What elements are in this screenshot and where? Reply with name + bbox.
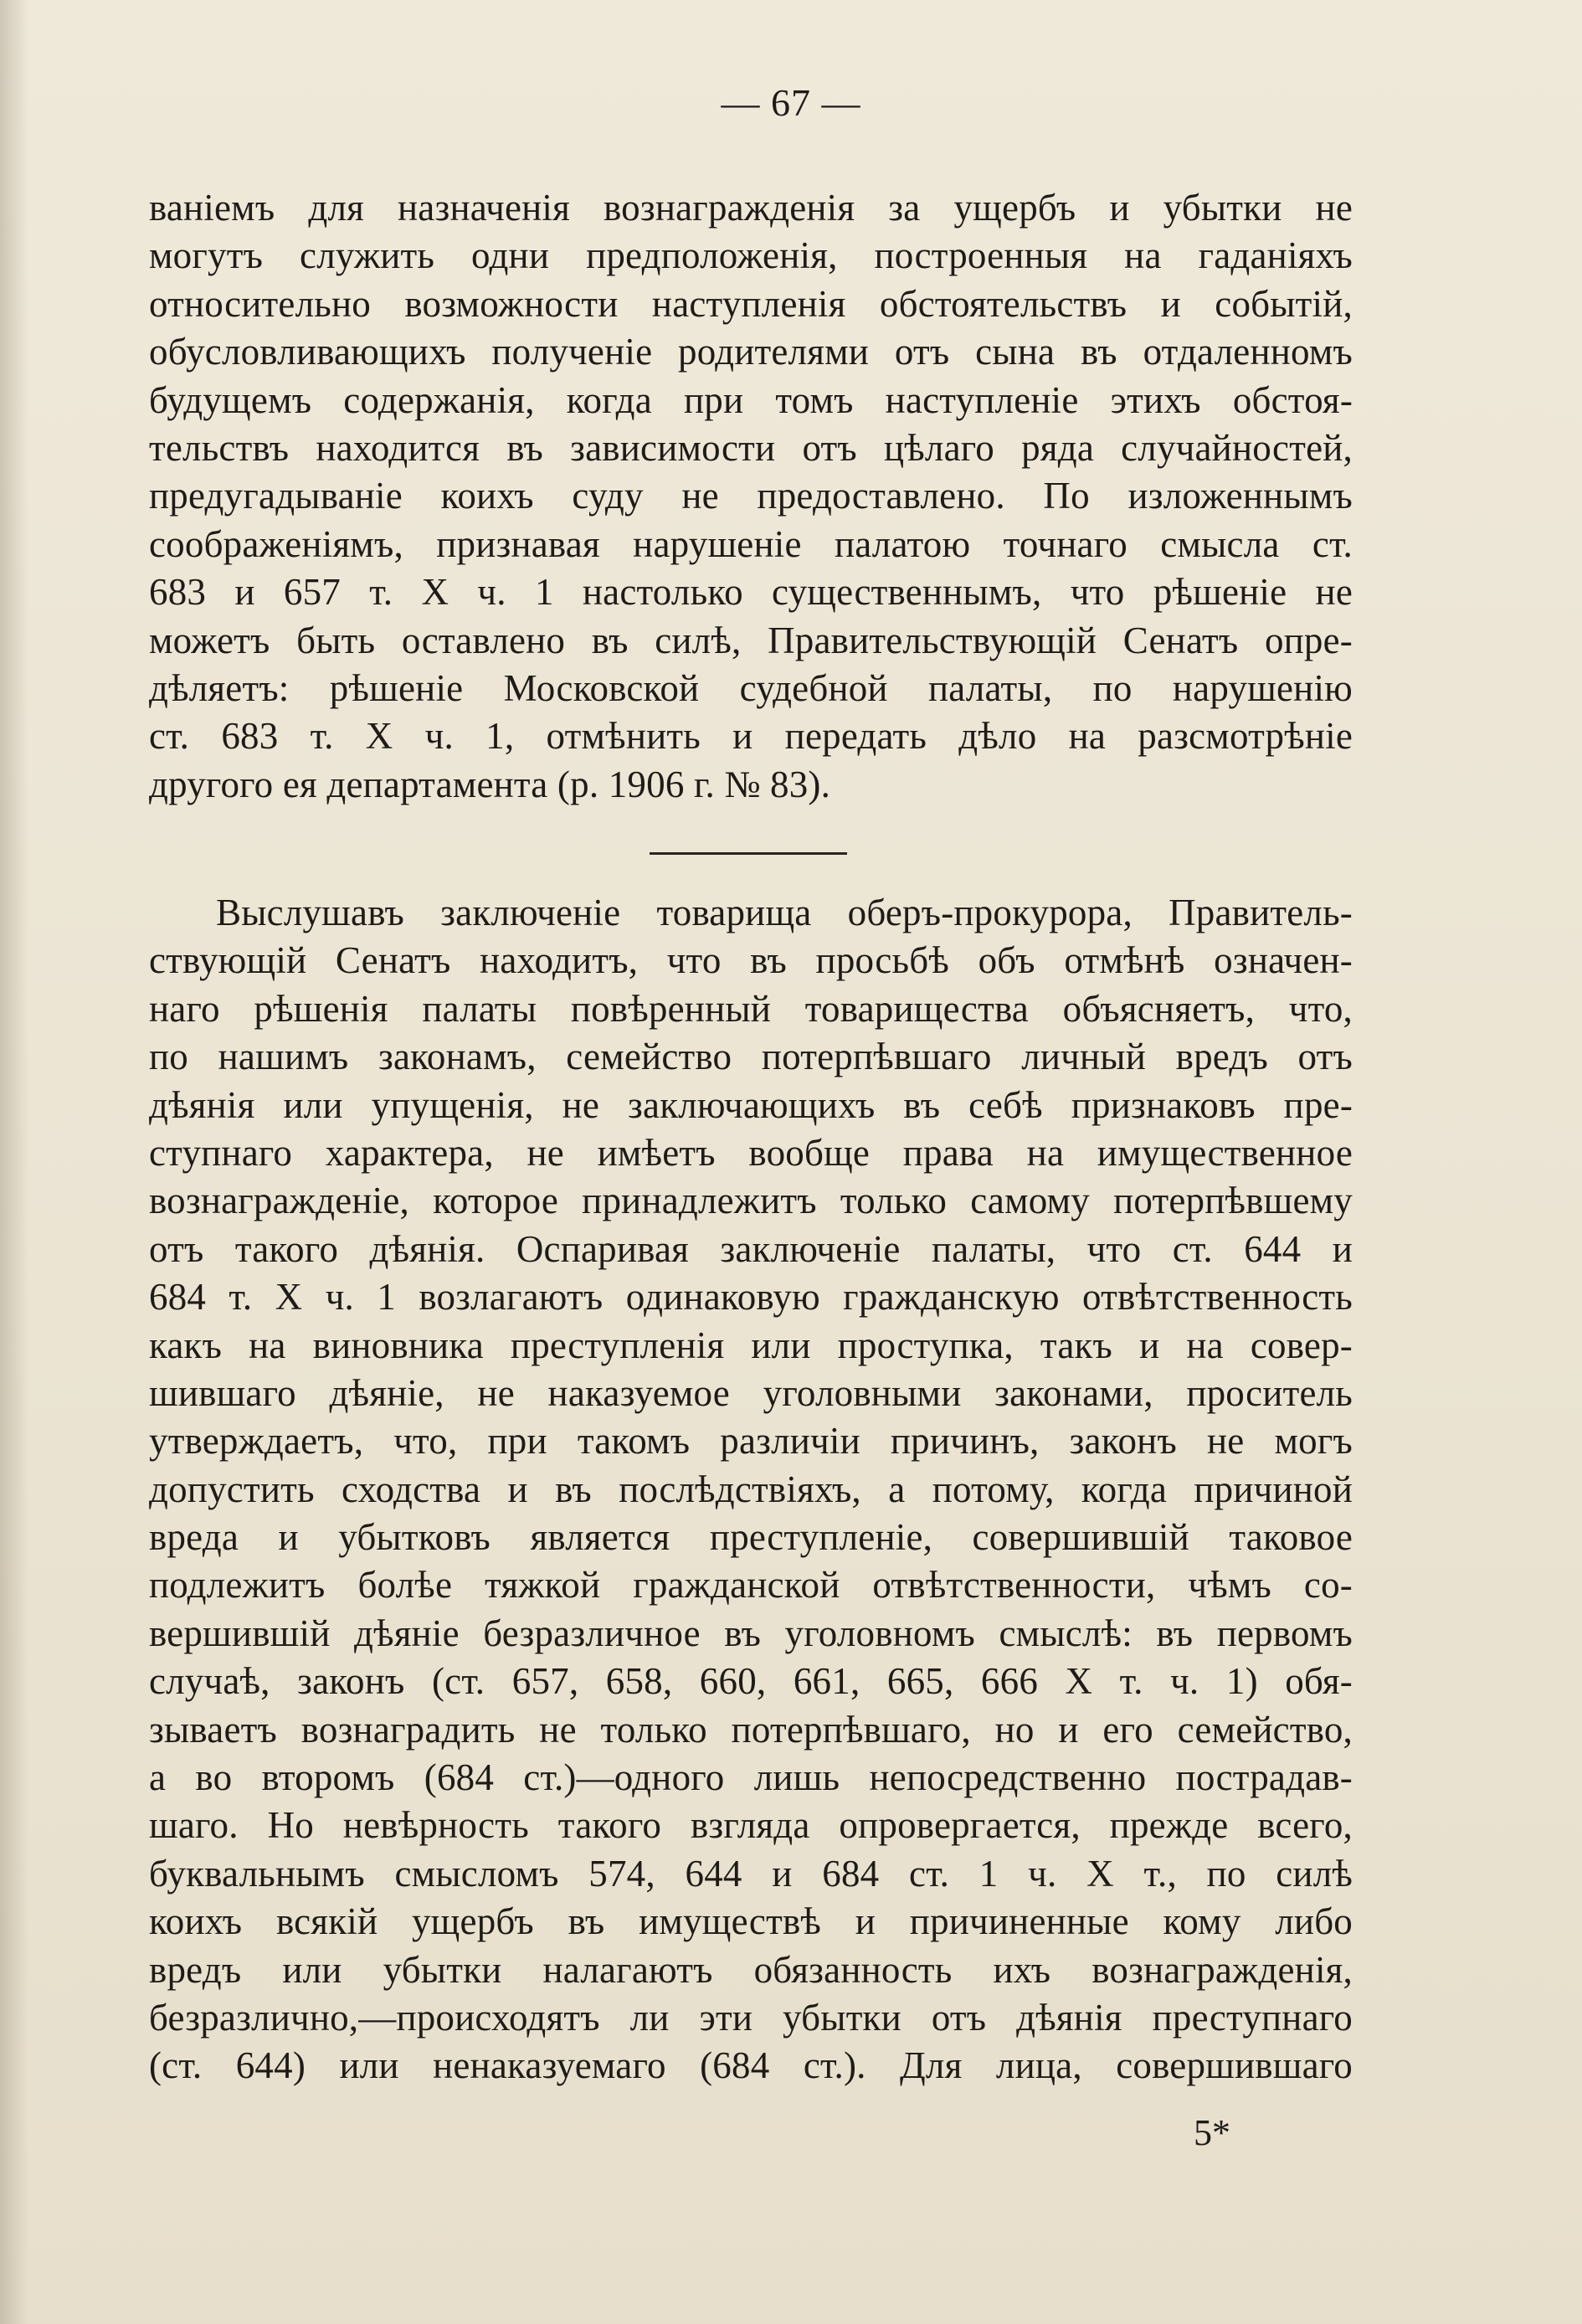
text-line: тельствъ находится въ зависимости отъ цѣлаго ряда случайностей, (149, 426, 1353, 469)
text-line: какъ на виновника преступленія или проступка, такъ и на совер- (149, 1324, 1353, 1366)
text-line: утверждаетъ, что, при такомъ различіи причинъ, законъ не могъ (149, 1420, 1353, 1463)
text-line: дѣянія или упущенія, не заключающихъ въ себѣ признаковъ пре- (149, 1083, 1353, 1126)
paragraph-2 (149, 889, 1353, 2090)
text-line: можетъ быть оставлено въ силѣ, Правительствующій Сенатъ опре- (149, 619, 1353, 661)
text-line: допустить сходства и въ послѣдствіяхъ, а потому, когда причиной (149, 1468, 1353, 1510)
text-line: (ст. 644) или ненаказуемаго (684 ст.). Для лица, совершившаго (149, 2044, 1353, 2087)
text-line: ствующій Сенатъ находитъ, что въ просьбѣ объ отмѣнѣ означен- (149, 939, 1353, 982)
text-line: будущемъ содержанія, когда при томъ наступленіе этихъ обстоя- (149, 378, 1353, 421)
text-line: коихъ всякій ущербъ въ имуществѣ и причиненные кому либо (149, 1900, 1353, 1943)
text-line: дѣляетъ: рѣшеніе Московской судебной палаты, по нарушенію (149, 666, 1353, 709)
text-line: вознагражденіе, которое принадлежитъ только самому потерпѣвшему (149, 1180, 1353, 1222)
text-line: Выслушавъ заключеніе товарища оберъ-прокурора, Правитель- (216, 892, 1353, 933)
text-line: обусловливающихъ полученіе родителями отъ сына въ отдаленномъ (149, 331, 1353, 373)
text-line: могутъ служить одни предположенія, построенныя на гаданіяхъ (149, 234, 1353, 277)
section-divider (650, 852, 847, 855)
text-line: вредъ или убытки налагаютъ обязанность ихъ вознагражденія, (149, 1948, 1353, 1991)
text-line: ваніемъ для назначенія вознагражденія за ущербъ и убытки не (149, 187, 1353, 229)
text-line: буквальнымъ смысломъ 574, 644 и 684 ст. 1 ч. X т., по силѣ (149, 1852, 1353, 1895)
text-line: другого ея департамента (р. 1906 г. № 83). (149, 763, 831, 805)
page-edge-shadow (0, 0, 28, 2324)
paragraph-1 (149, 184, 1353, 809)
text-line: ступнаго характера, не имѣетъ вообще права на имущественное (149, 1131, 1353, 1174)
signature-mark: 5* (1194, 2112, 1230, 2153)
text-line: вреда и убытковъ является преступленіе, совершившій таковое (149, 1516, 1353, 1559)
text-line: вершившій дѣяніе безразличное въ уголовномъ смыслѣ: въ первомъ (149, 1612, 1353, 1654)
text-line: ст. 683 т. X ч. 1, отмѣнить и передать дѣло на разсмотрѣніе (149, 715, 1353, 758)
text-line: случаѣ, законъ (ст. 657, 658, 660, 661, 665, 666 X т. ч. 1) обя- (149, 1660, 1353, 1703)
text-line: предугадываніе коихъ суду не предоставлено. По изложеннымъ (149, 475, 1353, 517)
text-line: а во второмъ (684 ст.)—одного лишь непосредственно пострадав- (149, 1756, 1353, 1799)
text-line: наго рѣшенія палаты повѣренный товарищества объясняетъ, что, (149, 987, 1353, 1030)
text-line: шившаго дѣяніе, не наказуемое уголовными законами, проситель (149, 1371, 1353, 1414)
page-number: — 67 — (721, 81, 861, 124)
text-line: подлежитъ болѣе тяжкой гражданской отвѣтственности, чѣмъ со- (149, 1564, 1353, 1607)
text-line: по нашимъ законамъ, семейство потерпѣвшаго личный вредъ отъ (149, 1036, 1353, 1078)
text-line: 684 т. X ч. 1 возлагаютъ одинаковую гражданскую отвѣтственность (149, 1276, 1353, 1319)
text-line: безразлично,—происходятъ ли эти убытки отъ дѣянія преступнаго (149, 1996, 1353, 2039)
text-line: отъ такого дѣянія. Оспаривая заключеніе палаты, что ст. 644 и (149, 1227, 1353, 1270)
text-line: соображеніямъ, признавая нарушеніе палатою точнаго смысла ст. (149, 522, 1353, 565)
text-line: зываетъ вознаградить не только потерпѣвшаго, но и его семейство, (149, 1708, 1353, 1751)
text-line: относительно возможности наступленія обстоятельствъ и событій, (149, 282, 1353, 325)
text-line: шаго. Но невѣрность такого взгляда опровергается, прежде всего, (149, 1804, 1353, 1847)
text-line: 683 и 657 т. X ч. 1 настолько существеннымъ, что рѣшеніе не (149, 571, 1353, 614)
